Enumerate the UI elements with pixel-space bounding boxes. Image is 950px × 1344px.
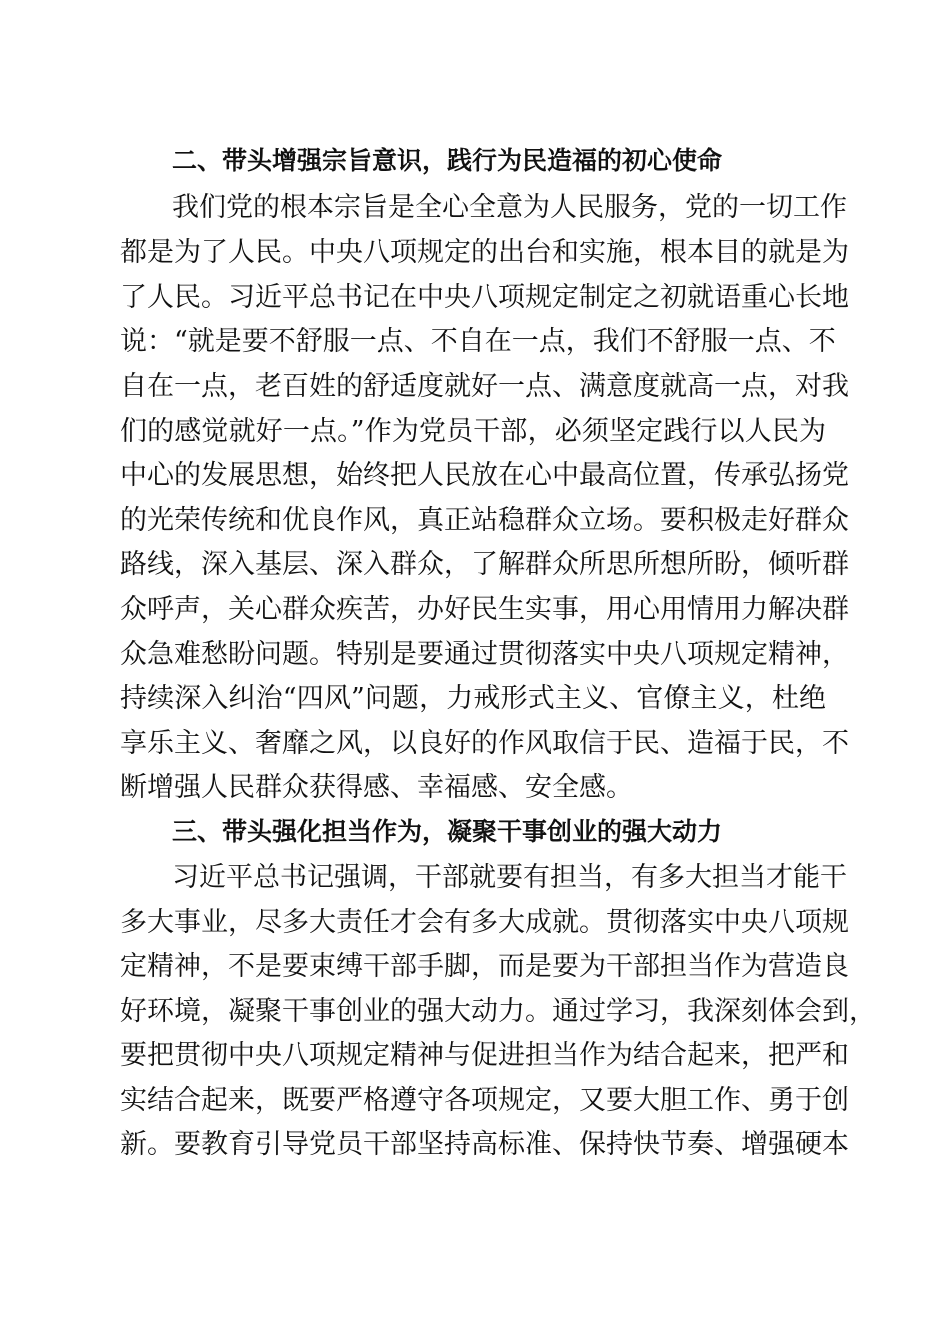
paragraph-line: 说：“就是要不舒服一点、不自在一点，我们不舒服一点、不 <box>120 326 836 357</box>
section-heading-3: 三、带头强化担当作为，凝聚干事创业的强大动力 <box>172 817 723 846</box>
paragraph-line: 众急难愁盼问题。特别是要通过贯彻落实中央八项规定精神， <box>120 639 849 670</box>
paragraph-line: 都是为了人民。中央八项规定的出台和实施，根本目的就是为 <box>120 237 849 268</box>
paragraph-line: 享乐主义、奢靡之风，以良好的作风取信于民、造福于民，不 <box>120 728 849 759</box>
paragraph-line: 持续深入纠治“四风”问题，力戒形式主义、官僚主义，杜绝 <box>120 683 826 714</box>
paragraph-line: 新。要教育引导党员干部坚持高标准、保持快节奏、增强硬本 <box>120 1129 849 1160</box>
paragraph-line: 实结合起来，既要严格遵守各项规定，又要大胆工作、勇于创 <box>120 1085 849 1116</box>
paragraph-line: 我们党的根本宗旨是全心全意为人民服务，党的一切工作 <box>172 192 847 223</box>
paragraph-line: 定精神，不是要束缚干部手脚，而是要为干部担当作为营造良 <box>120 951 849 982</box>
paragraph-line: 路线，深入基层、深入群众，了解群众所思所想所盼，倾听群 <box>120 549 849 580</box>
paragraph-line: 好环境，凝聚干事创业的强大动力。通过学习，我深刻体会到， <box>120 996 876 1027</box>
paragraph-line: 的光荣传统和优良作风，真正站稳群众立场。要积极走好群众 <box>120 505 849 536</box>
paragraph-line: 自在一点，老百姓的舒适度就好一点、满意度就高一点，对我 <box>120 371 849 402</box>
paragraph-line: 习近平总书记强调，干部就要有担当，有多大担当才能干 <box>172 862 847 893</box>
paragraph-line: 中心的发展思想，始终把人民放在心中最高位置，传承弘扬党 <box>120 460 849 491</box>
paragraph-line: 了人民。习近平总书记在中央八项规定制定之初就语重心长地 <box>120 282 849 313</box>
paragraph-line: 们的感觉就好一点。”作为党员干部，必须坚定践行以人民为 <box>120 416 826 447</box>
paragraph-line: 众呼声，关心群众疾苦，办好民生实事，用心用情用力解决群 <box>120 594 849 625</box>
paragraph-line: 多大事业，尽多大责任才会有多大成就。贯彻落实中央八项规 <box>120 907 849 938</box>
section-heading-2: 二、带头增强宗旨意识，践行为民造福的初心使命 <box>172 146 723 175</box>
paragraph-line: 要把贯彻中央八项规定精神与促进担当作为结合起来，把严和 <box>120 1040 849 1071</box>
paragraph-line: 断增强人民群众获得感、幸福感、安全感。 <box>120 772 633 803</box>
